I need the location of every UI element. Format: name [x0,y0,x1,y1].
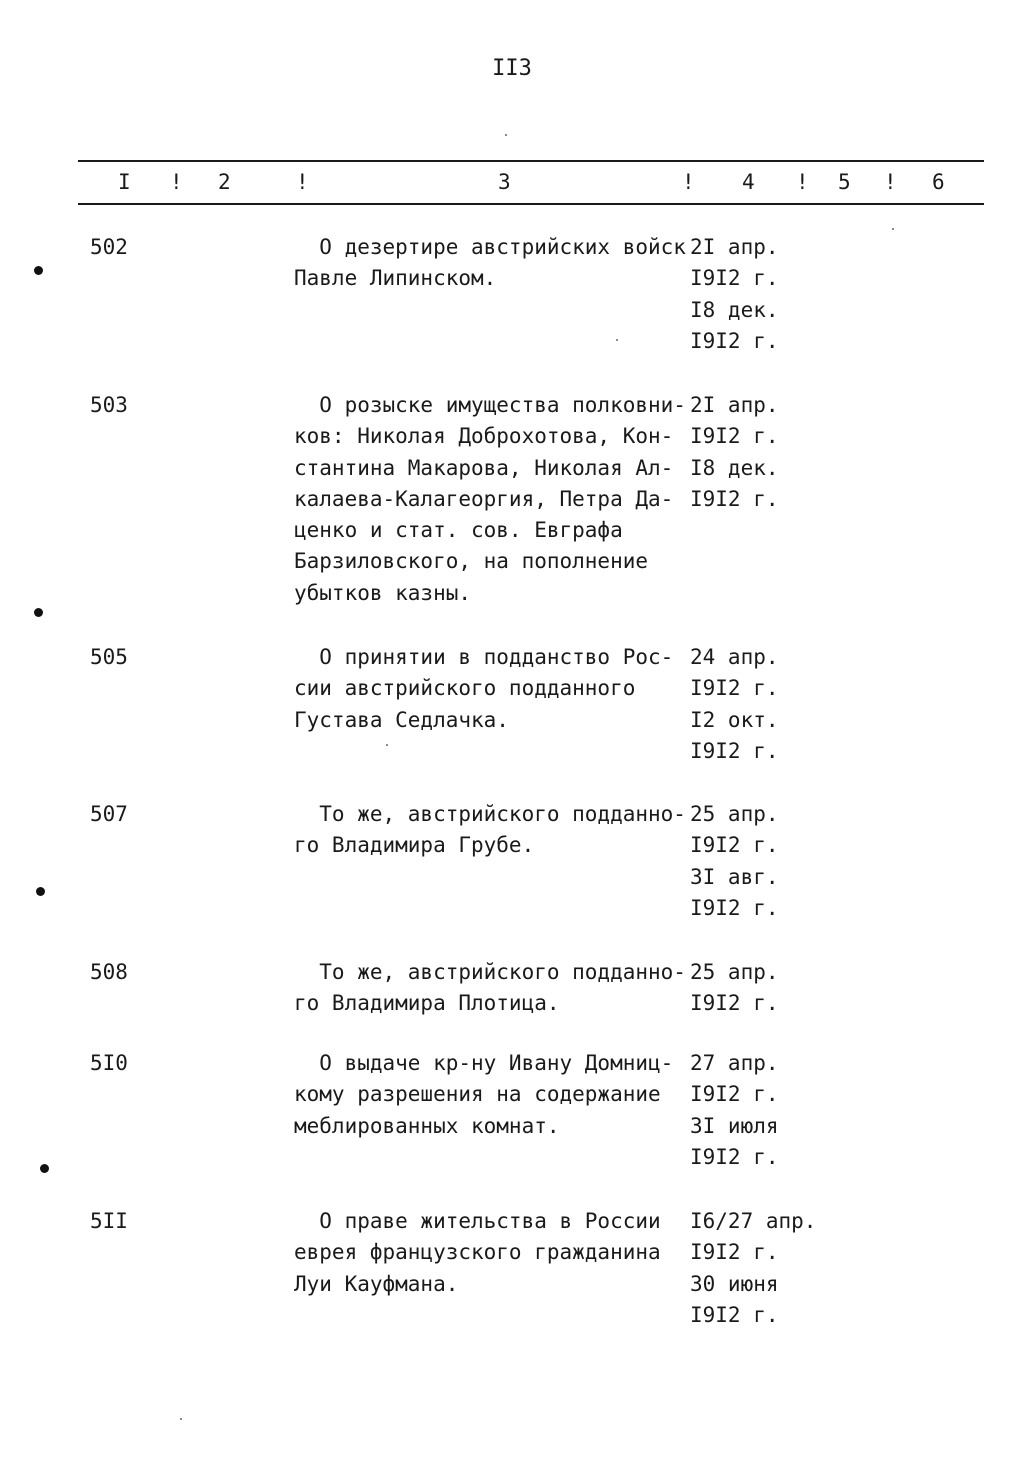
record-dates [690,799,779,924]
description-line: О дезертире австрийских войск [294,235,686,259]
record-dates [690,1206,816,1331]
description-line: сии австрийского подданного [294,676,636,701]
binding-hole-mark [36,887,45,896]
record-dates [690,642,779,767]
date-line: I9I2 г. [690,1082,779,1107]
description-line: О розыске имущества полковни- [294,393,686,417]
date-line: I9I2 г. [690,833,779,858]
date-line: I9I2 г. [690,424,779,449]
description-line: ков: Николая Доброхотова, Кон- [294,424,674,449]
date-line: I6/27 апр. [690,1209,817,1233]
col-separator: ! [682,170,695,194]
date-line: I2 окт. [690,707,779,732]
record-number: 503 [90,393,128,417]
record-number: 5II [90,1209,128,1233]
page-number: II3 [492,56,532,81]
record-description [294,1048,684,1142]
date-line: 27 апр. [690,1051,779,1075]
table-top-rule [78,160,984,162]
description-line: То же, австрийского подданно- [294,802,686,826]
paper-speck [180,1418,182,1420]
record-number: 505 [90,645,128,669]
description-line: кому разрешения на содержание [294,1082,661,1107]
date-line: I9I2 г. [690,991,779,1016]
record-number: 507 [90,802,128,826]
record-number: 5I0 [90,1051,128,1075]
table-header [0,170,1024,198]
description-line: О выдаче кр-ну Ивану Домниц- [294,1051,674,1075]
date-line: I9I2 г. [690,676,779,701]
description-line: То же, австрийского подданно- [294,960,686,984]
paper-speck [616,339,618,341]
date-line: I9I2 г. [690,895,779,920]
description-line: Барзиловского, на пополнение [294,549,649,574]
date-line: I8 дек. [690,297,779,322]
date-line: 30 июня [690,1271,779,1296]
record-dates [690,390,779,515]
description-line: ценко и стат. сов. Евграфа [294,518,623,543]
description-line: Павле Липинском. [294,266,497,291]
date-line: 25 апр. [690,802,779,826]
paper-speck [892,228,894,230]
date-line: I9I2 г. [690,266,779,291]
col-separator: ! [170,170,183,194]
date-line: I8 дек. [690,455,779,480]
date-line: I9I2 г. [690,328,779,353]
description-line: калаева-Калагеоргия, Петра Да- [294,486,674,511]
record-description [294,799,684,862]
record-description [294,1206,684,1300]
record-description [294,642,684,736]
col-separator: ! [796,170,809,194]
col-separator: ! [884,170,897,194]
record-dates [690,232,779,357]
binding-hole-mark [34,266,43,275]
description-line: го Владимира Грубе. [294,833,535,858]
date-line: I9I2 г. [690,1240,779,1265]
record-dates [690,1048,779,1173]
col-separator: ! [296,170,309,194]
date-line: I9I2 г. [690,486,779,511]
date-line: 3I авг. [690,864,779,889]
date-line: 2I апр. [690,235,779,259]
paper-speck [505,134,507,136]
description-line: меблированных комнат. [294,1113,560,1138]
description-line: О праве жительства в России [294,1209,661,1233]
col-header-3: 3 [498,170,511,194]
description-line: еврея французского гражданина [294,1240,661,1265]
col-header-1: I [118,170,131,194]
description-line: убытков казны. [294,580,472,605]
description-line: го Владимира Плотица. [294,991,560,1016]
record-number: 502 [90,235,128,259]
binding-hole-mark [34,608,43,617]
date-line: I9I2 г. [690,738,779,763]
date-line: 24 апр. [690,645,779,669]
binding-hole-mark [40,1164,49,1173]
record-description [294,390,684,609]
record-description [294,232,684,295]
record-number: 508 [90,960,128,984]
record-description [294,957,684,1020]
date-line: I9I2 г. [690,1302,779,1327]
paper-speck [386,744,388,746]
col-header-5: 5 [838,170,851,194]
description-line: стантина Макарова, Николая Ал- [294,455,674,480]
description-line: О принятии в подданство Рос- [294,645,674,669]
col-header-6: 6 [932,170,945,194]
date-line: 2I апр. [690,393,779,417]
date-line: 3I июля [690,1113,779,1138]
description-line: Густава Седлачка. [294,707,509,732]
date-line: 25 апр. [690,960,779,984]
description-line: Луи Кауфмана. [294,1271,459,1296]
col-header-2: 2 [218,170,231,194]
date-line: I9I2 г. [690,1144,779,1169]
table-header-rule [78,203,984,205]
col-header-4: 4 [742,170,755,194]
record-dates [690,957,779,1020]
